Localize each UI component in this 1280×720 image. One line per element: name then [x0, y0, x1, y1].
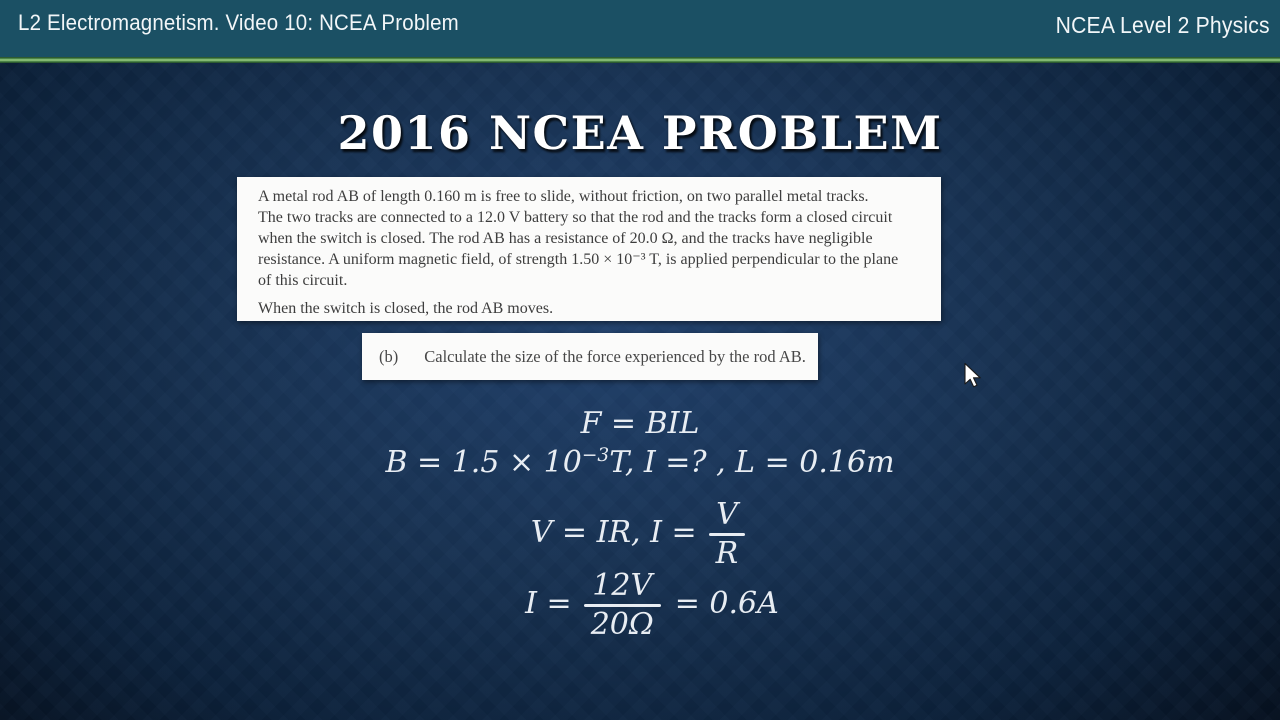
question-text: Calculate the size of the force experienced by the rod AB. [424, 346, 806, 366]
problem-text-paragraph: When the switch is closed, the rod AB moves. [258, 300, 554, 317]
problem-text-line: A metal rod AB of length 0.160 m is free to slide, without friction, on two parallel metal tracks. [258, 188, 869, 205]
mouse-cursor-icon [964, 363, 986, 393]
question-box [362, 333, 818, 380]
header-accent-line [0, 57, 1280, 63]
equation-exponent: −3 [581, 445, 610, 466]
slide-title: 2016 NCEA PROBLEM [337, 105, 943, 160]
equation-force-formula [0, 406, 1280, 442]
problem-text-line: of this circuit. [258, 272, 348, 289]
problem-text-line: The two tracks are connected to a 12.0 V battery so that the rod and the tracks form a closed circuit [258, 209, 893, 226]
equation-text: F = BIL [580, 406, 700, 441]
video-header-bar [0, 0, 1280, 57]
fraction [584, 568, 661, 642]
equation-text: I = [525, 586, 572, 622]
fraction [709, 497, 746, 571]
equation-text: T, I =? , L = 0.16m [609, 445, 895, 480]
question-label: (b) [379, 346, 399, 366]
equation-result: = 0.6A [674, 586, 779, 622]
problem-text-line: resistance. A uniform magnetic field, of strength 1.50 × 10⁻³ T, is applied perpendicular to the plane [258, 251, 899, 268]
problem-text-line: when the switch is closed. The rod AB has a resistance of 20.0 Ω, and the tracks have negligible [258, 230, 873, 247]
equation-known-values [0, 445, 1280, 481]
equation-text: B = 1.5 × 10 [385, 445, 582, 480]
fraction-denominator: 20Ω [590, 606, 654, 642]
equation-text: V = IR, I = [530, 515, 697, 551]
equation-ohms-law [0, 497, 1280, 571]
fraction-numerator: V [716, 497, 738, 532]
problem-statement-box [237, 177, 941, 321]
video-title: L2 Electromagnetism. Video 10: NCEA Problem [18, 9, 459, 35]
course-title: NCEA Level 2 Physics [1055, 12, 1270, 38]
equation-current-calculation [12, 568, 1280, 642]
fraction-numerator: 12V [592, 568, 653, 603]
fraction-denominator: R [715, 535, 739, 571]
